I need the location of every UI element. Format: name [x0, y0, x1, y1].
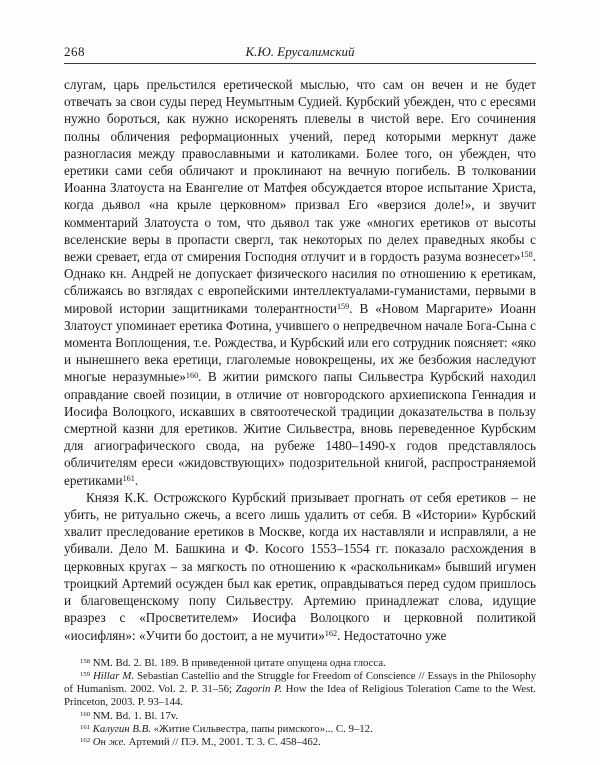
page-header [64, 44, 536, 63]
footnote [64, 670, 536, 710]
footnote [64, 657, 536, 670]
footnote [64, 736, 536, 749]
text-run: How the Idea of Religious Toleration Came to the West. Princeton, 2003. P. 93–144. [64, 683, 536, 709]
text-run: . [134, 472, 139, 488]
text-run: . Однако кн. Андрей не допускает физического насилия по отношению к еретикам, сближаясь во взглядах с европейскими интеллектуалами-гуманистами, первыми в мировой истории защитниками толерантности [64, 249, 536, 316]
footnote-ref: 161 [122, 474, 135, 483]
footnote-number: 162 [80, 736, 91, 744]
footnote [64, 710, 536, 723]
text-run: . В «Новом Маргарите» Иоанн Златоуст упоминает еретика Фотина, учившего о непредвечном начале Бога-Сына с момента Воплощения, т.е. Рождества, и Курбский или его сотрудник поясняет: «яко и нынешнего века еретици, глаголемые новокрещены, их же безбожия наследуют многые неразумные» [64, 300, 536, 385]
text-run: Артемий // ПЭ. М., 2001. Т. 3. С. 458–462. [125, 735, 321, 748]
italic-text: Он же. [92, 735, 126, 748]
text-run: «Житие Сильвестра, папы римского»... С. 9–12. [150, 722, 373, 735]
footnote [64, 723, 536, 736]
footnote-number: 158 [80, 657, 91, 665]
footnotes [64, 657, 536, 749]
text-run: NM. Bd. 2. Bl. 189. В приведенной цитате опущена одна глосса. [90, 656, 386, 669]
text-run: . Недостаточно уже [337, 627, 447, 643]
text-run: . В житии римского папы Сильвестра Курбский находил оправдание своей позиции, в отличие от новгородского архиепископа Геннадия и Иосифа Волоцкого, искавших в святоотеческой традиции доказательства в пользу смертной казни для еретиков. Житие Сильвестра, вновь переведенное Курбским для агиографического свода, на рубеже 1480–1490-х годов представлялось обличителям ереси «жидовствующих» подозрительной книгой, распространяемой еретиками [64, 369, 536, 488]
running-title: К.Ю. Ерусалимский [245, 44, 355, 59]
italic-text: Hillar M. [93, 669, 135, 682]
footnote-number: 161 [80, 723, 91, 731]
page-number: 268 [64, 44, 85, 59]
footnote-number: 159 [80, 670, 91, 678]
footnote-ref: 159 [336, 301, 350, 311]
text-run: слугам, царь прельстился еретической мыслью, что сам он вечен и не будет отвечать за свои суды перед Неумытным Судией. Курбский убежден, что с ересями нужно бороться, как нужно искоренять плевелы в чистой вере. Его сочинения полны обличения реформационных учений, перед которыми меркнут даже разногласия между православными и католиками. Более того, он убежден, что еретики сами себя обличают и проклинают на вечную погибель. В толковании Иоанна Златоуста на Евангелие от Матфея обсуждается второе испытание Христа, когда дьявол «на крыле церковном» призвал Его «верзися доле!», и звучит комментарий Златоуста о том, что дьявол так уже «многих еретиков от высоты вселенские веры в пропасти свергл, так некоторых по делех праведных якобы с вежи сревает, егда от смирения Господня отлучит и в гордость разума вознесет» [64, 77, 536, 265]
text-run: Князя К.К. Острожского Курбский призывает прогнать от себя еретиков – не убить, не ритуально сжечь, а всего лишь удалить от себя. В «Истории» Курбский хвалит преследование еретиков в Москве, когда их наставляли и исправляли, а не убивали. Дело М. Башкина и Ф. Косого 1553–1554 гг. показало расхождения в церковных кругах – за мягкость по отношению к «раскольникам» бывший игумен троицкий Артемий осужден был как еретик, оправдываться перед судом пришлось и благовещенскому попу Сильвестру. Артемию принадлежат слова, идущие вразрез с «Просветителем» Иосифа Волоцкого и церковной политикой «иосифлян»: «Учити бо достоит, а не мучити» [64, 489, 536, 643]
footnote-ref: 158 [520, 250, 533, 260]
italic-text: Калугин В.В. [92, 722, 151, 735]
footnote-number: 160 [80, 710, 91, 718]
paragraph [64, 76, 536, 489]
footnote-ref: 160 [185, 370, 199, 380]
footnote-ref: 162 [324, 628, 338, 638]
paragraph [64, 489, 536, 644]
header-rule [64, 63, 536, 64]
text-run: Sebastian Castellio and the Struggle for Freedom of Conscience // Essays in the Philosophy of Humanism. 2002. Vol. 2. P. 31–56; [64, 669, 536, 696]
body-text [64, 76, 536, 644]
italic-text: Zagorin P. [235, 683, 282, 696]
text-run: NM. Bd. 1. Bl. 17v. [90, 709, 179, 722]
